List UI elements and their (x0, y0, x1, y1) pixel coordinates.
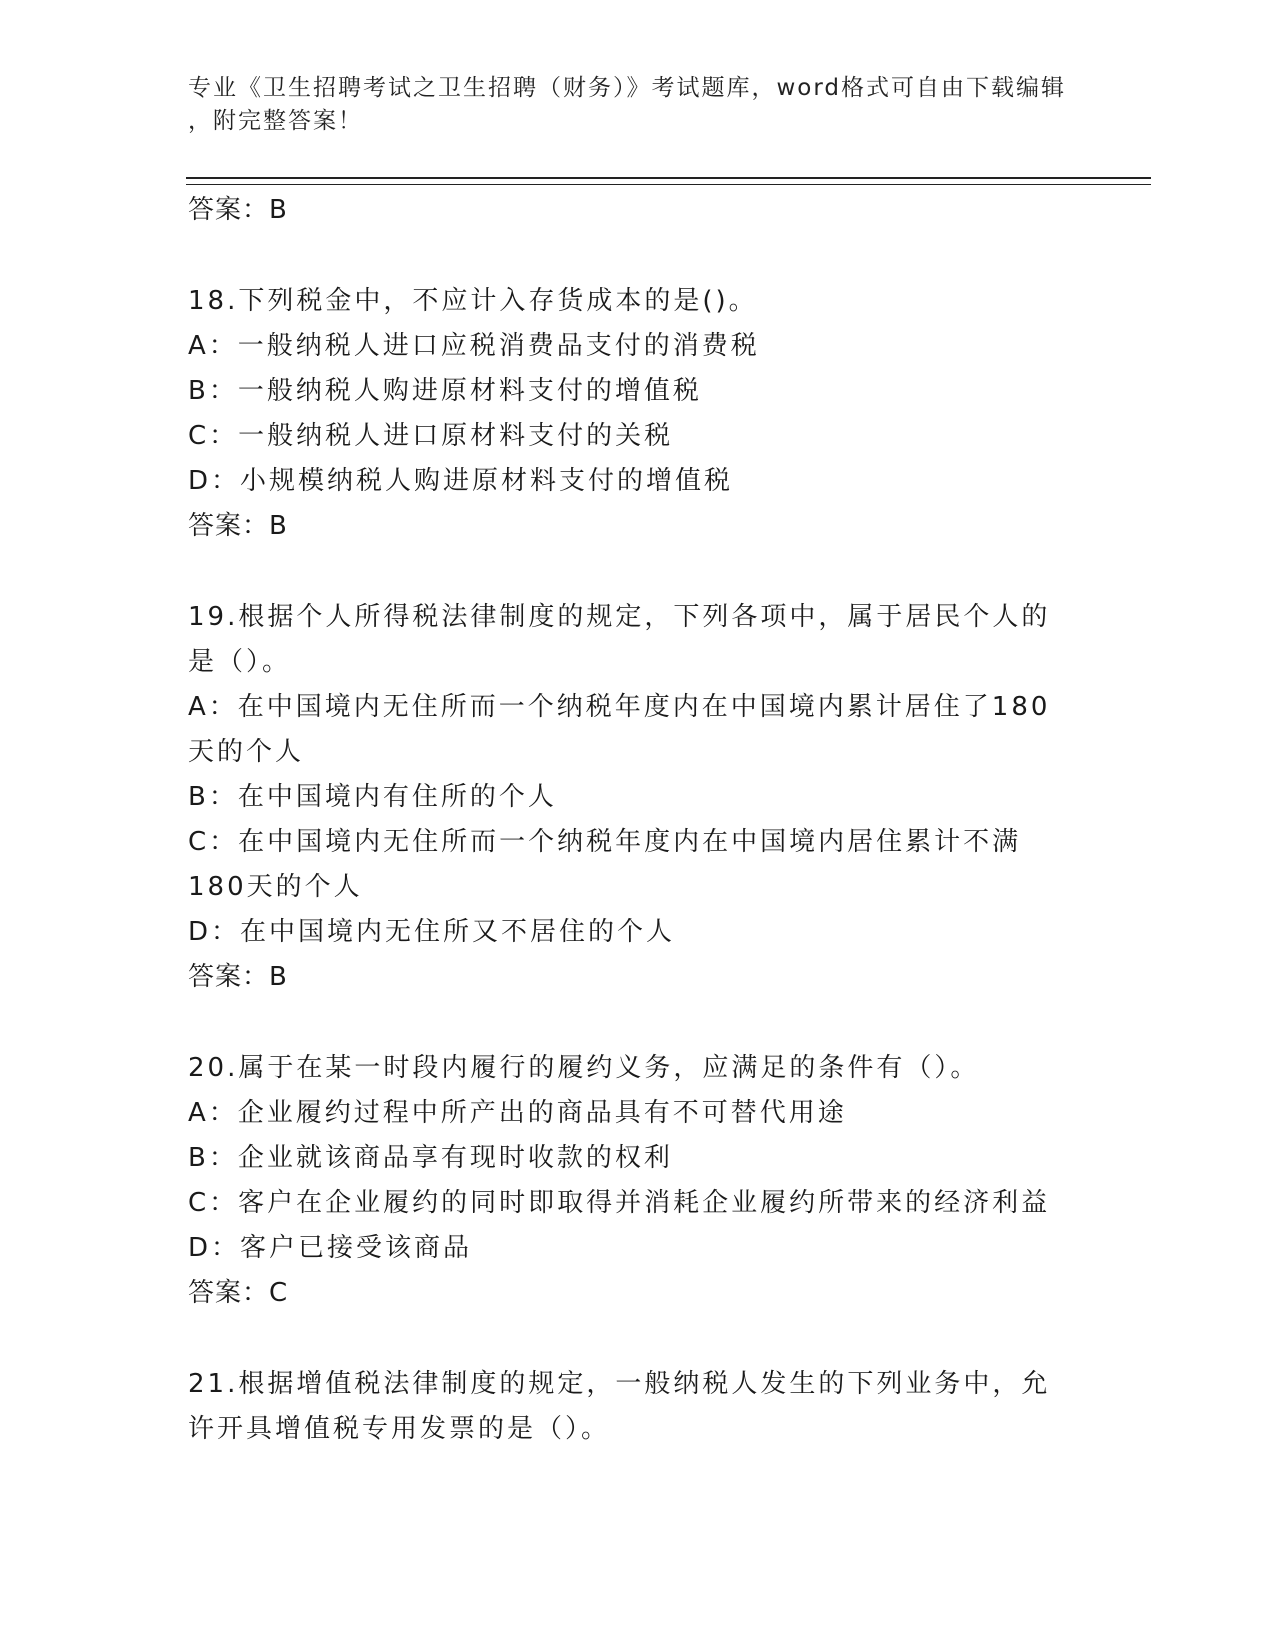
option-a: A：企业履约过程中所产出的商品具有不可替代用途 (188, 1098, 847, 1128)
page-header (188, 72, 1068, 138)
question-stem: 20.属于在某一时段内履行的履约义务，应满足的条件有（）。 (188, 1053, 980, 1083)
spacer (188, 549, 1078, 595)
spacer (188, 233, 1078, 279)
header-divider (186, 177, 1151, 185)
answer-label: 答案：B (188, 511, 288, 541)
question-block (188, 1362, 1078, 1452)
option-d: D：在中国境内无住所又不居住的个人 (188, 917, 676, 947)
option-a: A：一般纳税人进口应税消费品支付的消费税 (188, 331, 760, 361)
spacer (188, 1316, 1078, 1362)
option-b: B：企业就该商品享有现时收款的权利 (188, 1143, 673, 1173)
spacer (188, 1000, 1078, 1046)
question-stem: 18.下列税金中，不应计入存货成本的是()。 (188, 286, 758, 316)
option-b: B：在中国境内有住所的个人 (188, 782, 557, 812)
question-block (188, 279, 1078, 549)
question-block (188, 595, 1078, 1000)
header-title-line: 专业《卫生招聘考试之卫生招聘（财务）》考试题库，word格式可自由下载编辑 (188, 75, 1067, 101)
option-c: C：一般纳税人进口原材料支付的关税 (188, 421, 674, 451)
question-block (188, 1046, 1078, 1316)
question-list (188, 188, 1078, 1452)
option-b: B：一般纳税人购进原材料支付的增值税 (188, 376, 702, 406)
option-d: D：小规模纳税人购进原材料支付的增值税 (188, 466, 734, 496)
option-d: D：客户已接受该商品 (188, 1233, 473, 1263)
question-stem: 21.根据增值税法律制度的规定，一般纳税人发生的下列业务中，允许开具增值税专用发票的是（）。 (188, 1369, 1051, 1444)
option-c: C：在中国境内无住所而一个纳税年度内在中国境内居住累计不满180天的个人 (188, 827, 1022, 902)
answer-label: 答案：C (188, 1278, 289, 1308)
option-c: C：客户在企业履约的同时即取得并消耗企业履约所带来的经济利益 (188, 1188, 1051, 1218)
header-title-continuation: ，附完整答案！ (188, 108, 363, 134)
question-stem: 19.根据个人所得税法律制度的规定，下列各项中，属于居民个人的是（）。 (188, 602, 1051, 677)
answer-label: 答案：B (188, 962, 288, 992)
previous-answer: 答案：B (188, 195, 288, 225)
option-a: A：在中国境内无住所而一个纳税年度内在中国境内累计居住了180天的个人 (188, 692, 1051, 767)
